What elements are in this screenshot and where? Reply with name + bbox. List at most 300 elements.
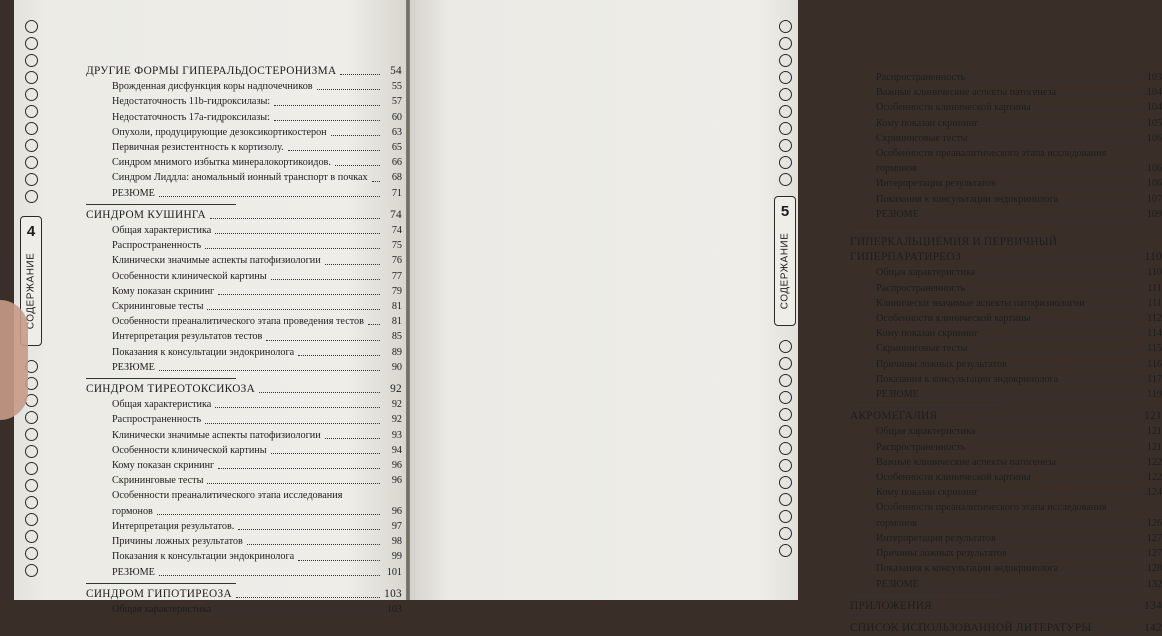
toc-entry[interactable] <box>86 299 402 314</box>
toc-entry-page: 65 <box>391 142 402 154</box>
dot-leader <box>266 340 380 341</box>
toc-entry-page: 142 <box>1144 621 1162 634</box>
toc-entry-title: Распространенность <box>876 72 966 83</box>
toc-entry[interactable] <box>86 186 402 201</box>
toc-entry[interactable] <box>86 94 402 109</box>
dot-leader <box>210 218 380 219</box>
ring-decoration <box>25 462 38 475</box>
toc-entry[interactable] <box>86 534 402 549</box>
toc-entry-page: 81 <box>391 316 402 328</box>
toc-entry-page: 127 <box>1146 532 1162 544</box>
toc-entry[interactable] <box>86 170 402 185</box>
toc-entry[interactable] <box>850 561 1162 576</box>
toc-entry-page: 93 <box>391 429 402 441</box>
section-divider <box>850 231 1000 232</box>
toc-entry[interactable] <box>850 516 1162 531</box>
toc-entry[interactable] <box>86 329 402 344</box>
dot-leader <box>215 612 380 613</box>
toc-entry-title: Кому показан скрининг <box>876 328 979 340</box>
dot-leader <box>1000 187 1140 188</box>
toc-entry-title: Особенности клинической картины <box>876 102 1031 114</box>
toc-entry-title: ГИПЕРПАРАТИРЕОЗ <box>850 251 961 264</box>
toc-entry[interactable] <box>86 155 402 170</box>
toc-entry[interactable] <box>86 79 402 94</box>
toc-entry[interactable] <box>86 125 402 140</box>
ring-decoration <box>779 357 792 370</box>
section-gap <box>850 222 1162 228</box>
toc-section[interactable] <box>850 621 1162 636</box>
ring-decoration <box>25 428 38 441</box>
toc-entry-page: 106 <box>1146 163 1162 175</box>
toc-entry-page: 74 <box>391 225 402 237</box>
dot-leader <box>271 453 380 454</box>
toc-entry-title: Важные клинические аспекты патогенеза <box>876 87 1057 99</box>
toc-entry[interactable] <box>850 131 1162 146</box>
ring-decoration <box>25 122 38 135</box>
dot-leader <box>936 609 1140 610</box>
toc-entry-page: 110 <box>1147 267 1162 279</box>
toc-entry-title: гормонов <box>876 517 917 529</box>
toc-entry-title: РЕЗЮМЕ <box>112 361 155 373</box>
toc-entry-title: Показания к консультации эндокринолога <box>876 563 1059 575</box>
toc-entry[interactable] <box>850 116 1162 131</box>
toc-section-heading: ГИПЕРКАЛЬЦИЕМИЯ И ПЕРВИЧНЫЙ <box>850 236 1058 249</box>
dot-leader <box>207 483 380 484</box>
dot-leader <box>157 514 380 515</box>
toc-entry-page: 103 <box>386 603 402 615</box>
toc-entry-title: СИНДРОМ ТИРЕОТОКСИКОЗА <box>86 383 256 396</box>
dot-leader <box>965 260 1140 261</box>
toc-entry-page: 107 <box>1146 193 1162 205</box>
dot-leader <box>259 392 380 393</box>
toc-entry-title: РЕЗЮМЕ <box>112 566 155 578</box>
page-number: 4 <box>26 223 36 240</box>
dot-leader <box>1060 95 1140 96</box>
toc-entry[interactable] <box>86 397 402 412</box>
toc-entry-title: Показания к консультации эндокринолога <box>876 373 1059 385</box>
toc-entry[interactable] <box>850 207 1162 222</box>
dot-leader <box>969 291 1140 292</box>
toc-entry[interactable] <box>86 565 402 580</box>
dot-leader <box>1062 382 1140 383</box>
toc-entry-page: 106 <box>1146 178 1162 190</box>
ring-decoration <box>779 374 792 387</box>
toc-entry-page: 98 <box>391 536 402 548</box>
toc-entry-title: Общая характеристика <box>876 267 976 279</box>
toc-entry-title: РЕЗЮМЕ <box>876 208 919 220</box>
toc-entry-page: 104 <box>1146 102 1162 114</box>
dot-leader <box>288 150 380 151</box>
ring-decoration <box>779 37 792 50</box>
ring-decoration <box>779 54 792 67</box>
dot-leader <box>921 171 1140 172</box>
ring-decoration <box>779 139 792 152</box>
toc-entry-page: 66 <box>391 157 402 169</box>
ring-decoration <box>25 547 38 560</box>
dot-leader <box>159 370 380 371</box>
toc-entry-title: Важные клинические аспекты патогенеза <box>876 456 1057 468</box>
side-label: СОДЕРЖАНИЕ <box>25 252 37 330</box>
toc-entry-page: 94 <box>391 444 402 456</box>
dot-leader <box>159 196 380 197</box>
dot-leader <box>1035 321 1140 322</box>
toc-entry[interactable] <box>850 357 1162 372</box>
dot-leader <box>271 279 380 280</box>
dot-leader <box>372 181 380 182</box>
ring-column-bottom <box>776 340 794 561</box>
toc-entry-page: 124 <box>1146 487 1162 499</box>
dot-leader <box>971 141 1140 142</box>
ring-decoration <box>779 476 792 489</box>
dot-leader <box>923 217 1140 218</box>
toc-entry-page: 75 <box>391 240 402 252</box>
toc-entry-page: 103 <box>384 587 402 600</box>
toc-entry-title: Особенности клинической картины <box>112 444 267 456</box>
dot-leader <box>207 309 380 310</box>
toc-entry-page: 111 <box>1147 282 1162 294</box>
dot-leader <box>274 105 380 106</box>
toc-entry[interactable] <box>86 269 402 284</box>
toc-section[interactable] <box>850 250 1162 265</box>
toc-right <box>850 70 1162 636</box>
toc-entry[interactable] <box>850 470 1162 485</box>
toc-entry-page: 99 <box>391 551 402 563</box>
toc-entry-title: Синдром мнимого избытка минералокортикоидов. <box>112 157 331 169</box>
ring-decoration <box>25 190 38 203</box>
toc-entry-title: ДРУГИЕ ФОРМЫ ГИПЕРАЛЬДОСТЕРОНИЗМА <box>86 65 337 77</box>
dot-leader <box>941 419 1140 420</box>
toc-entry[interactable] <box>850 311 1162 326</box>
toc-entry-title: Кому показан скрининг <box>876 487 979 499</box>
toc-entry[interactable] <box>86 519 402 534</box>
toc-entry[interactable] <box>86 360 402 375</box>
toc-entry-title: Показания к консультации эндокринолога <box>112 551 295 563</box>
dot-leader <box>1062 202 1140 203</box>
dot-leader <box>331 135 380 136</box>
dot-leader <box>1062 572 1140 573</box>
ring-decoration <box>25 173 38 186</box>
toc-entry-page: 90 <box>391 361 402 373</box>
dot-leader <box>1035 111 1140 112</box>
toc-entry[interactable] <box>86 223 402 238</box>
toc-entry-title: СИНДРОМ ГИПОТИРЕОЗА <box>86 587 232 600</box>
toc-entry-title: Особенности клинической картины <box>112 270 267 282</box>
toc-entry[interactable] <box>850 161 1162 176</box>
toc-entry[interactable] <box>850 387 1162 402</box>
toc-entry[interactable] <box>86 314 402 329</box>
toc-entry-page: 121 <box>1146 441 1162 453</box>
toc-entry[interactable] <box>850 265 1162 280</box>
ring-decoration <box>25 37 38 50</box>
toc-entry[interactable] <box>850 176 1162 191</box>
ring-decoration <box>25 139 38 152</box>
ring-decoration <box>25 530 38 543</box>
toc-entry[interactable] <box>86 140 402 155</box>
dot-leader <box>215 233 380 234</box>
toc-entry-title: Особенности клинической картины <box>876 313 1031 325</box>
toc-entry[interactable] <box>850 192 1162 207</box>
toc-entry[interactable] <box>86 602 402 617</box>
toc-entry-title: Показания к консультации эндокринолога <box>876 193 1059 205</box>
toc-entry-title: Интерпретация результатов. <box>112 520 235 532</box>
right-page <box>410 0 1162 634</box>
dot-leader <box>298 560 380 561</box>
dot-leader <box>1060 465 1140 466</box>
dot-leader <box>317 89 380 90</box>
ring-decoration <box>25 54 38 67</box>
toc-entry[interactable] <box>86 284 402 299</box>
toc-entry[interactable] <box>850 455 1162 470</box>
toc-entry-page: 103 <box>1146 72 1162 83</box>
section-divider <box>86 583 236 584</box>
dot-leader <box>971 352 1140 353</box>
toc-entry[interactable] <box>850 577 1162 592</box>
toc-entry[interactable] <box>86 549 402 564</box>
ring-decoration <box>25 496 38 509</box>
ring-decoration <box>25 411 38 424</box>
toc-entry-wrapped: Особенности преаналитического этапа исследования <box>876 502 1107 514</box>
toc-entry-title: Скрининговые тесты <box>876 132 968 144</box>
toc-entry[interactable] <box>86 428 402 443</box>
toc-entry[interactable] <box>850 326 1162 341</box>
toc-entry-page: 68 <box>391 172 402 184</box>
toc-section[interactable] <box>86 587 402 602</box>
left-side-tab <box>20 20 42 580</box>
toc-entry-title: Синдром Лиддла: аномальный ионный транспорт в почках <box>112 172 368 184</box>
toc-entry-page: 96 <box>391 460 402 472</box>
ring-decoration <box>779 510 792 523</box>
toc-entry-page: 54 <box>390 65 402 77</box>
dot-leader <box>274 120 380 121</box>
toc-entry-page: 89 <box>391 346 402 358</box>
page-number: 5 <box>780 203 790 220</box>
toc-entry-page: 55 <box>391 81 402 93</box>
toc-entry-page: 96 <box>391 475 402 487</box>
toc-entry[interactable] <box>86 458 402 473</box>
dot-leader <box>368 324 380 325</box>
ring-decoration <box>25 71 38 84</box>
ring-decoration <box>25 105 38 118</box>
toc-entry-page: 92 <box>390 383 402 396</box>
toc-entry[interactable] <box>850 424 1162 439</box>
dot-leader <box>979 435 1140 436</box>
toc-entry-title: Первичная резистентность к кортизолу. <box>112 142 284 154</box>
dot-leader <box>969 80 1140 81</box>
dot-leader <box>1035 480 1140 481</box>
toc-entry-title: Распространенность <box>112 414 202 426</box>
toc-entry-title: Скрининговые тесты <box>112 475 204 487</box>
section-divider <box>86 204 236 205</box>
right-tab-box <box>774 196 796 326</box>
toc-entry-page: 115 <box>1147 343 1162 355</box>
toc-entry-title: Клинически значимые аспекты патофизиологии <box>112 255 321 267</box>
toc-entry-page: 76 <box>391 255 402 267</box>
toc-entry-page: 79 <box>391 285 402 297</box>
toc-entry-page: 74 <box>390 208 402 221</box>
ring-column-top <box>22 20 40 207</box>
toc-entry-page: 119 <box>1147 389 1162 401</box>
dot-leader <box>335 165 380 166</box>
toc-entry-title: Клинически значимые аспекты патофизиологии <box>112 429 321 441</box>
toc-section[interactable] <box>86 208 402 223</box>
toc-entry[interactable] <box>86 443 402 458</box>
toc-entry[interactable] <box>86 253 402 268</box>
toc-entry-title: Скрининговые тесты <box>876 343 968 355</box>
dot-leader <box>1011 556 1140 557</box>
ring-decoration <box>25 156 38 169</box>
toc-entry-page: 110 <box>1144 251 1162 264</box>
toc-entry-page: 92 <box>391 414 402 426</box>
toc-entry[interactable] <box>850 440 1162 455</box>
toc-section[interactable] <box>86 382 402 397</box>
toc-entry-wrapped: Особенности преаналитического этапа исследования <box>112 490 343 502</box>
toc-entry[interactable] <box>850 281 1162 296</box>
dot-leader <box>325 264 380 265</box>
dot-leader <box>979 276 1140 277</box>
dot-leader <box>205 248 380 249</box>
section-divider <box>850 617 1000 618</box>
toc-entry[interactable] <box>850 70 1162 85</box>
ring-decoration <box>25 88 38 101</box>
toc-entry[interactable] <box>86 412 402 427</box>
toc-entry-page: 104 <box>1146 87 1162 99</box>
toc-entry-title: РЕЗЮМЕ <box>876 389 919 401</box>
toc-entry-page: 85 <box>391 331 402 343</box>
toc-entry-title: Особенности преаналитического этапа проведения тестов <box>112 316 364 328</box>
toc-entry-page: 77 <box>391 270 402 282</box>
dot-leader <box>923 587 1140 588</box>
ring-decoration <box>779 71 792 84</box>
toc-entry[interactable] <box>86 345 402 360</box>
toc-entry-page: 109 <box>1146 208 1162 220</box>
toc-entry[interactable] <box>86 504 402 519</box>
toc-entry-page: 121 <box>1146 426 1162 438</box>
toc-entry[interactable] <box>850 546 1162 561</box>
dot-leader <box>1000 541 1140 542</box>
toc-entry-title: РЕЗЮМЕ <box>112 187 155 199</box>
toc-entry-page: 126 <box>1146 517 1162 529</box>
toc-entry-page: 117 <box>1147 373 1162 385</box>
toc-entry-page: 81 <box>391 301 402 313</box>
toc-entry-title: Опухоли, продуцирующие дезоксикортикостерон <box>112 126 327 138</box>
ring-decoration <box>779 544 792 557</box>
toc-entry-page: 114 <box>1147 328 1162 340</box>
toc-entry[interactable] <box>850 100 1162 115</box>
toc-entry-page: 122 <box>1146 456 1162 468</box>
dot-leader <box>1089 306 1140 307</box>
toc-section[interactable] <box>850 409 1162 424</box>
ring-decoration <box>779 493 792 506</box>
dot-leader <box>215 407 380 408</box>
ring-decoration <box>779 442 792 455</box>
dot-leader <box>982 495 1140 496</box>
toc-entry-title: Кому показан скрининг <box>112 460 215 472</box>
toc-entry-title: РЕЗЮМЕ <box>876 578 919 590</box>
toc-entry-title: Кому показан скрининг <box>876 117 979 129</box>
ring-decoration <box>779 527 792 540</box>
dot-leader <box>247 544 380 545</box>
dot-leader <box>205 423 380 424</box>
ring-decoration <box>25 20 38 33</box>
dot-leader <box>969 450 1140 451</box>
dot-leader <box>982 336 1140 337</box>
toc-entry-title: Причины ложных результатов <box>876 548 1007 560</box>
toc-entry-page: 92 <box>391 399 402 411</box>
dot-leader <box>238 529 380 530</box>
ring-decoration <box>25 564 38 577</box>
ring-decoration <box>25 479 38 492</box>
side-label: СОДЕРЖАНИЕ <box>779 232 791 310</box>
toc-entry-title: Кому показан скрининг <box>112 285 215 297</box>
toc-entry-title: Распространенность <box>112 240 202 252</box>
ring-decoration <box>779 88 792 101</box>
toc-entry-title: гормонов <box>876 163 917 175</box>
toc-entry-page: 116 <box>1147 358 1162 370</box>
toc-entry-title: Общая характеристика <box>876 426 976 438</box>
right-side-tab <box>774 20 796 580</box>
toc-entry[interactable] <box>86 238 402 253</box>
toc-entry-title: гормонов <box>112 505 153 517</box>
toc-entry-title: Причины ложных результатов <box>876 358 1007 370</box>
toc-entry-title: Клинически значимые аспекты патофизиологии <box>876 297 1085 309</box>
toc-entry[interactable] <box>850 531 1162 546</box>
ring-column-top <box>776 20 794 190</box>
dot-leader <box>236 597 380 598</box>
dot-leader <box>340 74 380 75</box>
dot-leader <box>159 575 380 576</box>
toc-left <box>86 64 402 617</box>
toc-entry-page: 60 <box>391 111 402 123</box>
toc-entry-wrapped: Особенности преаналитического этапа исследования <box>876 148 1107 160</box>
ring-decoration <box>779 156 792 169</box>
toc-section[interactable] <box>850 599 1162 614</box>
toc-entry[interactable] <box>850 296 1162 311</box>
toc-entry[interactable] <box>850 341 1162 356</box>
toc-entry-title: Общая характеристика <box>112 603 212 615</box>
toc-section[interactable] <box>86 64 402 79</box>
ring-decoration <box>779 173 792 186</box>
toc-entry-title: Распространенность <box>876 441 966 453</box>
toc-entry[interactable] <box>86 473 402 488</box>
ring-decoration <box>779 122 792 135</box>
ring-decoration <box>779 408 792 421</box>
dot-leader <box>325 438 380 439</box>
toc-entry-page: 121 <box>1144 410 1162 423</box>
toc-entry-page: 128 <box>1146 563 1162 575</box>
toc-entry[interactable] <box>86 110 402 125</box>
dot-leader <box>1096 631 1140 632</box>
toc-entry-page: 101 <box>386 566 402 578</box>
dot-leader <box>921 526 1140 527</box>
dot-leader <box>218 294 380 295</box>
dot-leader <box>298 355 380 356</box>
toc-entry-title: Распространенность <box>876 282 966 294</box>
toc-entry-title: Показания к консультации эндокринолога <box>112 346 295 358</box>
ring-decoration <box>779 20 792 33</box>
dot-leader <box>923 397 1140 398</box>
toc-entry-title: Недостаточность 11b-гидроксилазы: <box>112 96 271 108</box>
toc-entry-page: 127 <box>1146 548 1162 560</box>
toc-entry-page: 112 <box>1147 313 1162 325</box>
section-divider <box>86 378 236 379</box>
toc-entry[interactable] <box>850 372 1162 387</box>
ring-decoration <box>779 459 792 472</box>
toc-entry[interactable] <box>850 485 1162 500</box>
dot-leader <box>218 468 380 469</box>
toc-entry-title: Особенности клинической картины <box>876 472 1031 484</box>
toc-entry-title: Интерпретация результатов <box>876 178 996 190</box>
toc-entry[interactable] <box>850 85 1162 100</box>
